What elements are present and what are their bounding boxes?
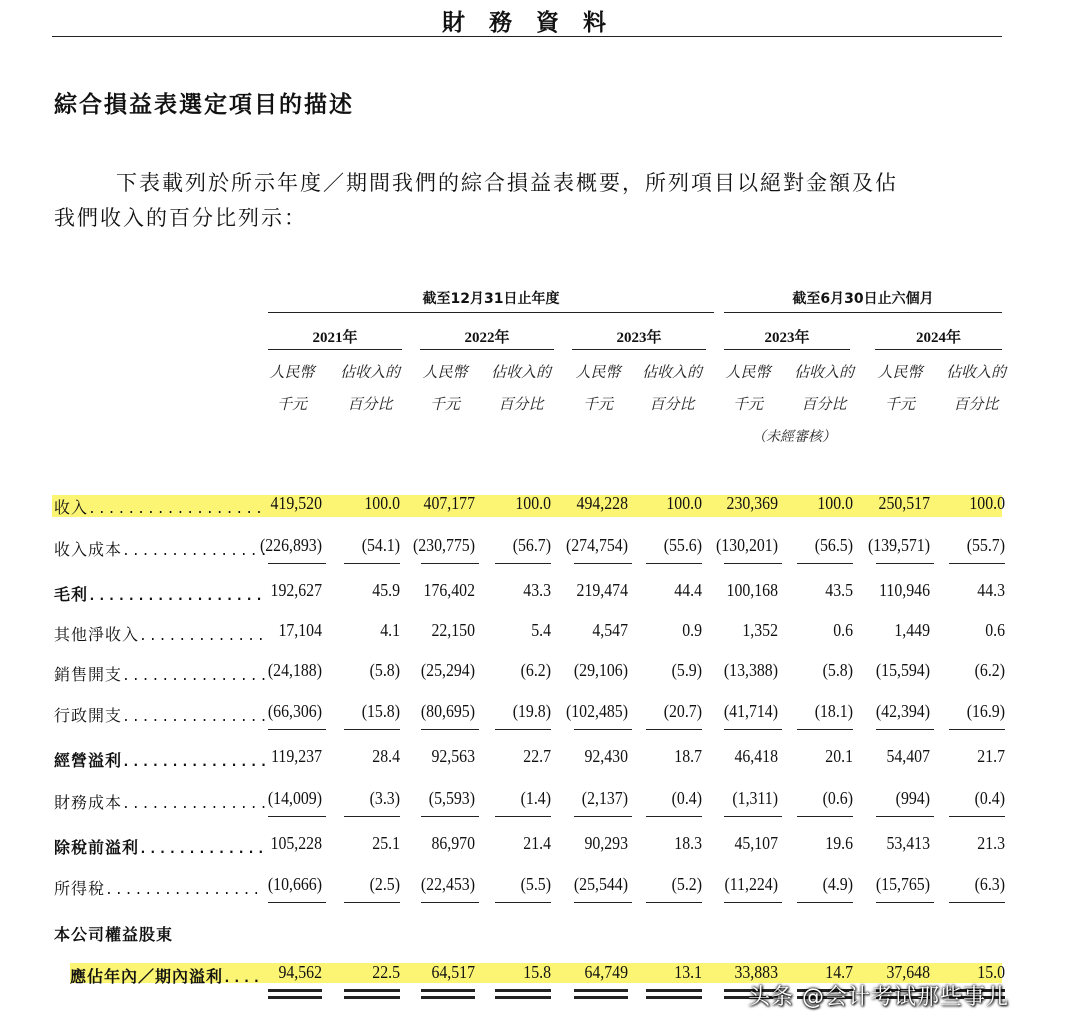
year-header: 2023年: [616, 330, 662, 346]
percent-cell: 21.3: [977, 833, 1005, 853]
amount-cell: 230,369: [726, 493, 778, 513]
percent-cell: (56.5): [814, 535, 853, 555]
amount-cell: 494,228: [576, 493, 628, 513]
intro-paragraph: [54, 166, 1004, 236]
unit-amount-header: 人民幣 千元: [877, 363, 923, 413]
row-label: [54, 748, 269, 771]
subtotal-underline: [724, 816, 782, 817]
unit-amount-header: 人民幣 千元: [269, 363, 315, 413]
percent-cell: 15.8: [523, 962, 551, 982]
group-half-rule: [724, 312, 1002, 313]
subtotal-underline: [949, 902, 1005, 903]
row-label-text: 毛利: [54, 585, 89, 604]
row-label-text: 財務成本: [54, 793, 123, 812]
group-header-half-year: 截至6月30日止六個月: [792, 291, 934, 307]
percent-cell: (5.2): [671, 874, 702, 894]
percent-cell: 22.7: [523, 746, 551, 766]
row-label-text: 收入: [54, 498, 89, 517]
year-header: 2023年: [764, 330, 810, 346]
percent-cell: 43.3: [523, 580, 551, 600]
unit-percent-header: 佔收入的 百分比: [641, 363, 702, 413]
subtotal-underline: [495, 816, 551, 817]
row-label-leader: ...............: [122, 797, 270, 812]
percent-cell: 19.6: [825, 833, 853, 853]
subtotal-underline: [421, 729, 479, 730]
percent-cell: (5.5): [520, 874, 551, 894]
subtotal-underline: [574, 729, 632, 730]
row-label-leader: ...............: [122, 669, 270, 684]
percent-cell: 100.0: [515, 493, 551, 513]
amount-cell: 92,430: [584, 746, 628, 766]
intro-line-1: 下表載列於所示年度／期間我們的綜合損益表概要，所列項目以絕對金額及佔: [116, 171, 898, 195]
unit-percent-header: 佔收入的 百分比: [945, 363, 1006, 413]
amount-cell: 419,520: [270, 493, 322, 513]
year-header-rule: [268, 349, 402, 350]
amount-cell: (102,485): [565, 701, 628, 721]
subtotal-underline: [876, 729, 934, 730]
amount-cell: (5,593): [428, 788, 475, 808]
row-label: [54, 622, 267, 645]
subtotal-underline: [495, 902, 551, 903]
subtotal-underline: [495, 729, 551, 730]
row-label-leader: ..................: [88, 502, 265, 517]
percent-cell: 18.3: [674, 833, 702, 853]
row-label-leader: .............: [139, 629, 267, 644]
percent-cell: 21.4: [523, 833, 551, 853]
percent-cell: (54.1): [361, 535, 400, 555]
percent-cell: (56.7): [512, 535, 551, 555]
header-divider: [52, 36, 1002, 37]
total-double-underline: [646, 989, 702, 999]
amount-cell: 407,177: [423, 493, 475, 513]
percent-cell: (5.8): [822, 660, 853, 680]
year-header: 2024年: [915, 330, 961, 346]
amount-cell: (230,775): [412, 535, 475, 555]
percent-cell: 43.5: [825, 580, 853, 600]
amount-cell: 1,449: [894, 620, 930, 640]
total-double-underline: [421, 989, 475, 999]
amount-cell: (24,188): [267, 660, 322, 680]
watermark: 头条 @会计考试那些事儿: [748, 985, 1009, 1010]
amount-cell: (226,893): [259, 535, 322, 555]
row-label-text: 收入成本: [54, 540, 123, 559]
percent-cell: 25.1: [372, 833, 400, 853]
amount-cell: 1,352: [742, 620, 778, 640]
percent-cell: (0.4): [974, 788, 1005, 808]
percent-cell: (2.5): [369, 874, 400, 894]
percent-cell: (20.7): [663, 701, 702, 721]
amount-cell: (42,394): [875, 701, 930, 721]
subtotal-underline: [949, 563, 1005, 564]
year-header-rule: [875, 349, 1002, 350]
amount-cell: 250,517: [878, 493, 930, 513]
percent-cell: (4.9): [822, 874, 853, 894]
subtotal-underline: [268, 902, 326, 903]
percent-cell: 100.0: [817, 493, 853, 513]
row-label: [54, 922, 173, 945]
percent-cell: (5.8): [369, 660, 400, 680]
amount-cell: (15,594): [875, 660, 930, 680]
subtotal-underline: [797, 816, 853, 817]
percent-cell: (1.4): [520, 788, 551, 808]
row-label: [54, 537, 269, 560]
unit-percent-header: 佔收入的 百分比: [793, 363, 854, 413]
amount-cell: (994): [895, 788, 930, 808]
total-double-underline: [268, 989, 322, 999]
amount-cell: (29,106): [573, 660, 628, 680]
percent-cell: (18.1): [814, 701, 853, 721]
percent-cell: (6.2): [520, 660, 551, 680]
percent-cell: (5.9): [671, 660, 702, 680]
subtotal-underline: [724, 902, 782, 903]
year-header: 2021年: [312, 330, 358, 346]
row-label: [70, 964, 262, 987]
amount-cell: 33,883: [734, 962, 778, 982]
amount-cell: 64,517: [431, 962, 475, 982]
subtotal-underline: [876, 902, 934, 903]
subtotal-underline: [724, 729, 782, 730]
amount-cell: 53,413: [886, 833, 930, 853]
percent-cell: 14.7: [825, 962, 853, 982]
row-label-leader: ..................: [88, 589, 265, 604]
amount-cell: 219,474: [576, 580, 628, 600]
amount-cell: 86,970: [431, 833, 475, 853]
amount-cell: 17,104: [278, 620, 322, 640]
total-double-underline: [344, 989, 400, 999]
row-label: [54, 835, 267, 858]
percent-cell: 21.7: [977, 746, 1005, 766]
percent-cell: 4.1: [380, 620, 400, 640]
amount-cell: 100,168: [726, 580, 778, 600]
section-title: 綜合損益表選定項目的描述: [54, 92, 354, 118]
percent-cell: (0.6): [822, 788, 853, 808]
subtotal-underline: [268, 563, 326, 564]
percent-cell: 18.7: [674, 746, 702, 766]
row-label-text: 銷售開支: [54, 665, 123, 684]
amount-cell: 105,228: [270, 833, 322, 853]
subtotal-underline: [949, 816, 1005, 817]
row-label-text: 本公司權益股東: [54, 925, 174, 944]
row-label-text: 應佔年內／期內溢利: [70, 967, 224, 986]
unit-amount-header: 人民幣 千元: [575, 363, 621, 413]
row-label: [54, 662, 269, 685]
subtotal-underline: [495, 563, 551, 564]
row-label-leader: ...............: [122, 755, 270, 770]
amount-cell: 119,237: [271, 746, 322, 766]
row-label: [54, 703, 269, 726]
percent-cell: 0.6: [833, 620, 853, 640]
percent-cell: 5.4: [531, 620, 551, 640]
amount-cell: (80,695): [420, 701, 475, 721]
percent-cell: 13.1: [674, 962, 702, 982]
amount-cell: (10,666): [267, 874, 322, 894]
amount-cell: 90,293: [584, 833, 628, 853]
group-annual-rule: [268, 312, 714, 313]
amount-cell: 45,107: [734, 833, 778, 853]
subtotal-underline: [344, 816, 400, 817]
amount-cell: (66,306): [267, 701, 322, 721]
amount-cell: (25,544): [573, 874, 628, 894]
total-double-underline: [574, 989, 628, 999]
percent-cell: (6.3): [974, 874, 1005, 894]
subtotal-underline: [574, 902, 632, 903]
percent-cell: (3.3): [369, 788, 400, 808]
unit-percent-header: 佔收入的 百分比: [490, 363, 551, 413]
amount-cell: 110,946: [879, 580, 930, 600]
amount-cell: 176,402: [423, 580, 475, 600]
row-label-text: 經營溢利: [54, 751, 123, 770]
amount-cell: (1,311): [732, 788, 778, 808]
subtotal-underline: [574, 563, 632, 564]
percent-cell: (55.6): [663, 535, 702, 555]
total-double-underline: [495, 989, 551, 999]
subtotal-underline: [421, 902, 479, 903]
percent-cell: 0.6: [985, 620, 1005, 640]
subtotal-underline: [421, 816, 479, 817]
subtotal-underline: [876, 816, 934, 817]
amount-cell: (14,009): [267, 788, 322, 808]
percent-cell: 28.4: [372, 746, 400, 766]
amount-cell: 4,547: [592, 620, 628, 640]
percent-cell: 100.0: [666, 493, 702, 513]
row-label: [54, 790, 269, 813]
amount-cell: 46,418: [734, 746, 778, 766]
percent-cell: 22.5: [372, 962, 400, 982]
subtotal-underline: [344, 729, 400, 730]
amount-cell: (22,453): [420, 874, 475, 894]
year-header: 2022年: [464, 330, 510, 346]
percent-cell: 0.9: [682, 620, 702, 640]
subtotal-underline: [574, 816, 632, 817]
year-header-rule: [724, 349, 850, 350]
percent-cell: 100.0: [364, 493, 400, 513]
subtotal-underline: [797, 729, 853, 730]
percent-cell: (0.4): [671, 788, 702, 808]
amount-cell: (41,714): [723, 701, 778, 721]
subtotal-underline: [797, 563, 853, 564]
subtotal-underline: [876, 563, 934, 564]
percent-cell: (19.8): [512, 701, 551, 721]
percent-cell: (15.8): [361, 701, 400, 721]
row-label: [54, 876, 262, 899]
row-label-leader: ...............: [122, 710, 270, 725]
amount-cell: (15,765): [875, 874, 930, 894]
amount-cell: (13,388): [723, 660, 778, 680]
row-label-leader: ................: [105, 883, 263, 898]
row-label-leader: .............: [139, 842, 267, 857]
subtotal-underline: [421, 563, 479, 564]
amount-cell: (130,201): [715, 535, 778, 555]
percent-cell: 45.9: [372, 580, 400, 600]
amount-cell: 192,627: [270, 580, 322, 600]
percent-cell: (55.7): [966, 535, 1005, 555]
subtotal-underline: [344, 902, 400, 903]
amount-cell: (139,571): [867, 535, 930, 555]
amount-cell: 22,150: [431, 620, 475, 640]
percent-cell: 100.0: [969, 493, 1005, 513]
year-header-rule: [420, 349, 554, 350]
amount-cell: (274,754): [565, 535, 628, 555]
subtotal-underline: [646, 729, 702, 730]
year-header-rule: [572, 349, 706, 350]
amount-cell: 64,749: [584, 962, 628, 982]
amount-cell: (2,137): [581, 788, 628, 808]
subtotal-underline: [268, 816, 326, 817]
subtotal-underline: [344, 563, 400, 564]
subtotal-underline: [646, 816, 702, 817]
row-label: [54, 495, 265, 518]
row-label-text: 其他淨收入: [54, 625, 140, 644]
percent-cell: (16.9): [966, 701, 1005, 721]
unit-amount-header: 人民幣 千元: [725, 363, 771, 413]
row-label: [54, 582, 265, 605]
unaudited-note: （未經審核）: [752, 429, 836, 445]
subtotal-underline: [646, 902, 702, 903]
percent-cell: 44.3: [977, 580, 1005, 600]
subtotal-underline: [268, 729, 326, 730]
amount-cell: (11,224): [724, 874, 778, 894]
row-label-text: 行政開支: [54, 706, 123, 725]
intro-line-2: 我們收入的百分比列示：: [54, 206, 307, 230]
page-header-title: 財 務 資 料: [441, 10, 615, 36]
percent-cell: 44.4: [674, 580, 702, 600]
amount-cell: 37,648: [886, 962, 930, 982]
row-label-text: 除稅前溢利: [54, 838, 140, 857]
percent-cell: 20.1: [825, 746, 853, 766]
percent-cell: 15.0: [977, 962, 1005, 982]
unit-amount-header: 人民幣 千元: [422, 363, 468, 413]
amount-cell: (25,294): [420, 660, 475, 680]
unit-percent-header: 佔收入的 百分比: [339, 363, 400, 413]
subtotal-underline: [949, 729, 1005, 730]
group-header-annual: 截至12月31日止年度: [422, 291, 560, 307]
row-label-leader: ....: [223, 971, 263, 986]
subtotal-underline: [797, 902, 853, 903]
percent-cell: (6.2): [974, 660, 1005, 680]
subtotal-underline: [646, 563, 702, 564]
amount-cell: 94,562: [278, 962, 322, 982]
row-label-leader: ...............: [122, 544, 270, 559]
subtotal-underline: [724, 563, 782, 564]
row-label-text: 所得稅: [54, 879, 106, 898]
amount-cell: 54,407: [886, 746, 930, 766]
amount-cell: 92,563: [431, 746, 475, 766]
